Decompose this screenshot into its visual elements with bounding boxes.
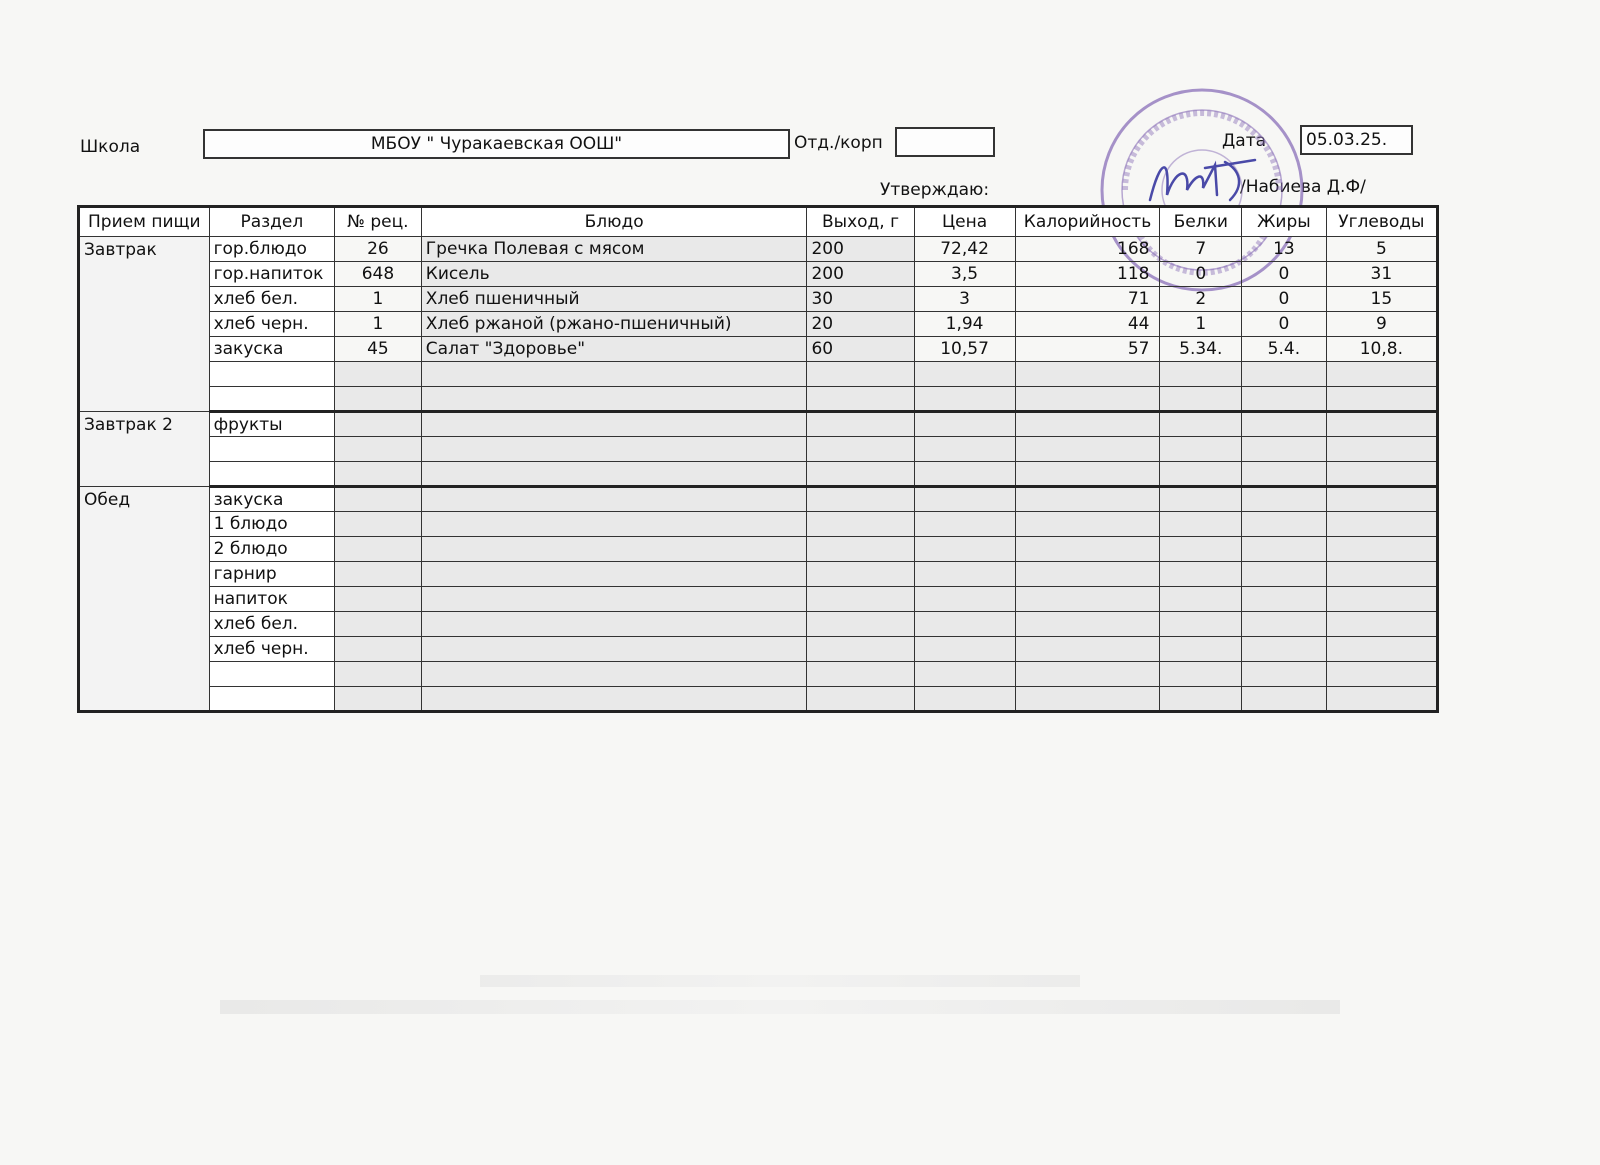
section-cell: закуска [209,487,334,512]
carbs-cell [1326,537,1437,562]
recipe-cell [335,362,422,387]
dish-cell [421,537,807,562]
dish-cell [421,387,807,412]
protein-cell [1160,587,1242,612]
school-name-field [203,129,790,159]
carbs-cell [1326,362,1437,387]
dish-cell: Хлеб пшеничный [421,287,807,312]
table-row [79,662,1438,687]
dish-cell: Гречка Полевая с мясом [421,237,807,262]
table-row [79,562,1438,587]
fat-cell: 0 [1242,262,1327,287]
calories-cell [1015,362,1160,387]
dish-cell [421,412,807,437]
table-row [79,587,1438,612]
output-cell [807,637,914,662]
dish-cell [421,562,807,587]
fat-cell [1242,637,1327,662]
date-field [1300,125,1413,155]
table-row [79,462,1438,487]
calories-cell [1015,387,1160,412]
section-cell: фрукты [209,412,334,437]
table-row [79,687,1438,712]
output-cell [807,662,914,687]
carbs-cell: 5 [1326,237,1437,262]
menu-table-body [79,237,1438,712]
output-cell [807,487,914,512]
price-cell: 72,42 [914,237,1015,262]
protein-cell [1160,612,1242,637]
dish-cell [421,687,807,712]
carbs-cell [1326,412,1437,437]
table-row [79,262,1438,287]
carbs-cell [1326,612,1437,637]
fat-cell [1242,487,1327,512]
column-header: Раздел [209,207,334,237]
recipe-cell [335,612,422,637]
fat-cell [1242,462,1327,487]
bleed-through-text [480,975,1080,987]
price-cell: 10,57 [914,337,1015,362]
price-cell [914,437,1015,462]
recipe-cell: 1 [335,312,422,337]
protein-cell: 2 [1160,287,1242,312]
protein-cell [1160,662,1242,687]
recipe-cell [335,437,422,462]
carbs-cell [1326,687,1437,712]
section-cell: закуска [209,337,334,362]
recipe-cell [335,662,422,687]
column-header: Цена [914,207,1015,237]
column-header: Калорийность [1015,207,1160,237]
calories-cell: 57 [1015,337,1160,362]
price-cell [914,387,1015,412]
protein-cell [1160,562,1242,587]
output-cell [807,362,914,387]
section-cell: гор.напиток [209,262,334,287]
section-cell [209,362,334,387]
recipe-cell [335,487,422,512]
fat-cell [1242,562,1327,587]
fat-cell: 5.4. [1242,337,1327,362]
calories-cell [1015,687,1160,712]
column-header: Прием пищи [79,207,210,237]
output-cell [807,412,914,437]
recipe-cell [335,537,422,562]
output-cell [807,687,914,712]
output-cell [807,612,914,637]
protein-cell: 0 [1160,262,1242,287]
dish-cell [421,437,807,462]
table-row [79,237,1438,262]
meal-cell: Завтрак 2 [79,412,210,487]
recipe-cell [335,562,422,587]
table-row [79,512,1438,537]
dish-cell: Хлеб ржаной (ржано-пшеничный) [421,312,807,337]
fat-cell [1242,537,1327,562]
dish-cell: Салат "Здоровье" [421,337,807,362]
carbs-cell [1326,437,1437,462]
meal-cell: Завтрак [79,237,210,412]
calories-cell: 168 [1015,237,1160,262]
protein-cell [1160,537,1242,562]
meal-cell: Обед [79,487,210,712]
protein-cell: 1 [1160,312,1242,337]
dish-cell [421,362,807,387]
section-cell: хлеб черн. [209,312,334,337]
section-cell: 2 блюдо [209,537,334,562]
approve-label: Утверждаю: [880,180,990,200]
calories-cell [1015,487,1160,512]
table-row [79,487,1438,512]
recipe-cell [335,462,422,487]
carbs-cell: 9 [1326,312,1437,337]
dish-cell [421,637,807,662]
section-cell [209,437,334,462]
table-row [79,387,1438,412]
output-cell [807,437,914,462]
dish-cell [421,487,807,512]
calories-cell [1015,562,1160,587]
section-cell: хлеб черн. [209,637,334,662]
carbs-cell [1326,487,1437,512]
protein-cell: 5.34. [1160,337,1242,362]
recipe-cell [335,587,422,612]
fat-cell [1242,587,1327,612]
output-cell: 30 [807,287,914,312]
dept-field [895,127,995,157]
recipe-cell: 648 [335,262,422,287]
column-header: Белки [1160,207,1242,237]
calories-cell [1015,612,1160,637]
fat-cell: 13 [1242,237,1327,262]
price-cell: 3,5 [914,262,1015,287]
price-cell [914,687,1015,712]
protein-cell [1160,687,1242,712]
protein-cell [1160,387,1242,412]
carbs-cell [1326,587,1437,612]
calories-cell [1015,412,1160,437]
price-cell [914,362,1015,387]
table-row [79,437,1438,462]
table-row [79,612,1438,637]
fat-cell [1242,362,1327,387]
dish-cell: Кисель [421,262,807,287]
price-cell [914,662,1015,687]
section-cell: 1 блюдо [209,512,334,537]
protein-cell [1160,487,1242,512]
output-cell: 200 [807,237,914,262]
fat-cell [1242,437,1327,462]
calories-cell [1015,462,1160,487]
bleed-through-text [220,1000,1340,1014]
protein-cell [1160,362,1242,387]
dish-cell [421,462,807,487]
price-cell [914,587,1015,612]
recipe-cell [335,387,422,412]
calories-cell: 71 [1015,287,1160,312]
fat-cell [1242,662,1327,687]
table-row [79,312,1438,337]
price-cell: 3 [914,287,1015,312]
calories-cell: 118 [1015,262,1160,287]
calories-cell [1015,537,1160,562]
recipe-cell [335,687,422,712]
section-cell: хлеб бел. [209,612,334,637]
carbs-cell [1326,462,1437,487]
protein-cell [1160,637,1242,662]
carbs-cell: 10,8. [1326,337,1437,362]
protein-cell [1160,462,1242,487]
calories-cell [1015,437,1160,462]
protein-cell: 7 [1160,237,1242,262]
table-row [79,337,1438,362]
output-cell: 20 [807,312,914,337]
output-cell [807,562,914,587]
dish-cell [421,587,807,612]
price-cell [914,637,1015,662]
section-cell: хлеб бел. [209,287,334,312]
dept-label: Отд./корп [794,133,883,153]
carbs-cell: 15 [1326,287,1437,312]
table-header-row [79,207,1438,237]
fat-cell: 0 [1242,287,1327,312]
recipe-cell [335,412,422,437]
table-row [79,537,1438,562]
calories-cell [1015,662,1160,687]
carbs-cell [1326,387,1437,412]
column-header: Выход, г [807,207,914,237]
fat-cell [1242,512,1327,537]
calories-cell [1015,587,1160,612]
fat-cell [1242,687,1327,712]
section-cell: гор.блюдо [209,237,334,262]
carbs-cell [1326,512,1437,537]
calories-cell [1015,637,1160,662]
output-cell: 60 [807,337,914,362]
recipe-cell: 26 [335,237,422,262]
price-cell [914,462,1015,487]
table-row [79,637,1438,662]
fat-cell [1242,612,1327,637]
carbs-cell [1326,662,1437,687]
section-cell [209,662,334,687]
recipe-cell: 45 [335,337,422,362]
recipe-cell [335,637,422,662]
output-cell [807,587,914,612]
carbs-cell [1326,637,1437,662]
fat-cell [1242,387,1327,412]
fat-cell [1242,412,1327,437]
price-cell [914,412,1015,437]
price-cell [914,487,1015,512]
table-row [79,362,1438,387]
output-cell [807,512,914,537]
carbs-cell: 31 [1326,262,1437,287]
price-cell [914,562,1015,587]
output-cell [807,462,914,487]
price-cell [914,537,1015,562]
section-cell [209,462,334,487]
column-header: Блюдо [421,207,807,237]
price-cell [914,512,1015,537]
section-cell: напиток [209,587,334,612]
output-cell: 200 [807,262,914,287]
protein-cell [1160,512,1242,537]
recipe-cell: 1 [335,287,422,312]
output-cell [807,387,914,412]
menu-table [77,205,1439,713]
protein-cell [1160,437,1242,462]
dish-cell [421,612,807,637]
table-row [79,287,1438,312]
price-cell: 1,94 [914,312,1015,337]
section-cell [209,387,334,412]
calories-cell [1015,512,1160,537]
column-header: № рец. [335,207,422,237]
approver-name: /Набиева Д.Ф/ [1240,177,1366,197]
date-label: Дата [1222,131,1267,151]
carbs-cell [1326,562,1437,587]
fat-cell: 0 [1242,312,1327,337]
table-row [79,412,1438,437]
column-header: Жиры [1242,207,1327,237]
dish-cell [421,662,807,687]
section-cell: гарнир [209,562,334,587]
school-name: МБОУ " Чуракаевская ООШ" [370,134,623,154]
calories-cell: 44 [1015,312,1160,337]
price-cell [914,612,1015,637]
section-cell [209,687,334,712]
protein-cell [1160,412,1242,437]
dish-cell [421,512,807,537]
date-value: 05.03.25. [1306,130,1388,150]
recipe-cell [335,512,422,537]
output-cell [807,537,914,562]
school-label: Школа [80,137,141,157]
column-header: Углеводы [1326,207,1437,237]
